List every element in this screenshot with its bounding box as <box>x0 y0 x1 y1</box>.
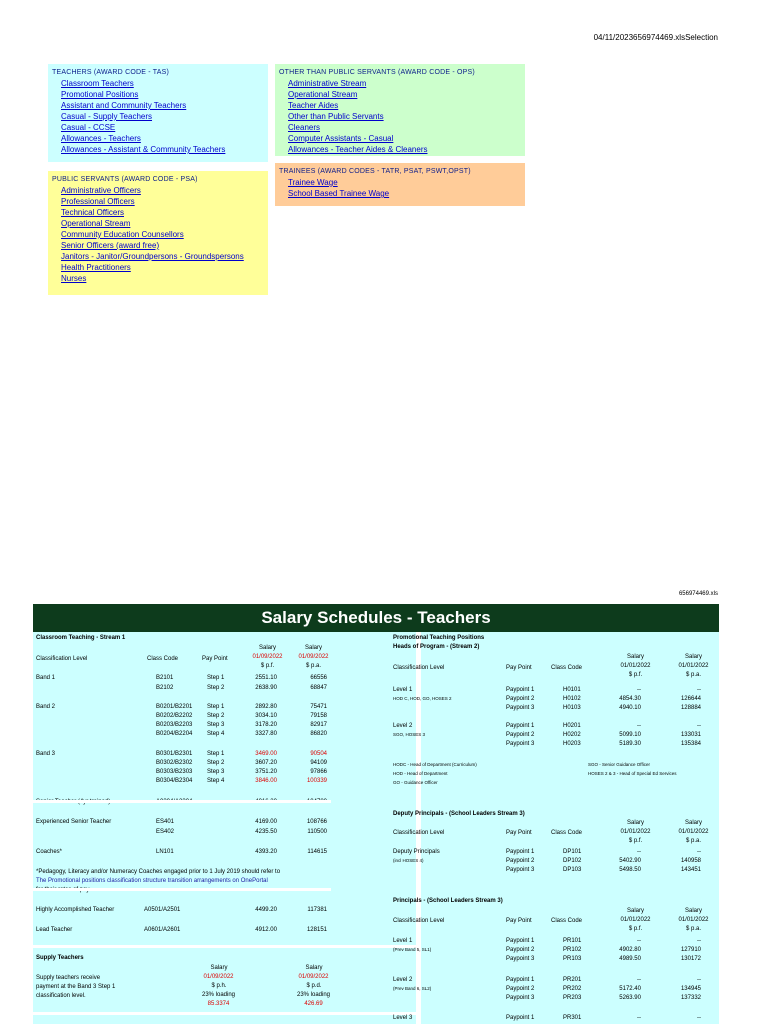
pr-level1-code: PR103 <box>563 956 582 962</box>
col-code: Class Code <box>551 665 583 671</box>
note-line-2: The Promotional positions classification structure transition arrangements on OnePortal <box>36 878 268 884</box>
pr-level3-code: PR301 <box>563 1015 582 1021</box>
row-class-code: B0301/B2301 <box>156 751 193 757</box>
col-date: 01/01/2022 <box>620 917 651 923</box>
hop-level1-pf: -- <box>637 687 641 693</box>
dp-pf: 5498.50 <box>619 867 641 873</box>
ops-title: OTHER THAN PUBLIC SERVANTS (AWARD CODE - OPS) <box>279 69 475 76</box>
teachers-link-5[interactable]: Allowances - Teachers <box>61 134 141 143</box>
row-salary-pf: 2551.10 <box>255 675 277 681</box>
hop-level1-paypoint: Paypoint 1 <box>506 687 535 693</box>
row-class-code: B0203/B2203 <box>156 722 193 728</box>
row-class-code: LN101 <box>156 849 174 855</box>
pr-level2-pf: 5263.90 <box>619 995 641 1001</box>
teachers-title: TEACHERS (AWARD CODE - TAS) <box>52 69 170 76</box>
col-date: 01/01/2022 <box>678 829 709 835</box>
ops-link-6[interactable]: Allowances - Teacher Aides & Cleaners <box>288 145 428 154</box>
hop-level2-pa: 135384 <box>680 741 701 747</box>
row-salary-pf: 4499.20 <box>255 907 277 913</box>
row-pay-point: Step 2 <box>207 713 225 719</box>
psa-link-1[interactable]: Professional Officers <box>61 197 135 206</box>
row-salary-pa: 86820 <box>310 731 327 737</box>
pr-level2-pf: -- <box>637 977 641 983</box>
ops-link-3[interactable]: Other than Public Servants <box>288 112 384 121</box>
teachers-link-6[interactable]: Allowances - Assistant & Community Teachers <box>61 145 226 154</box>
ops-link-1[interactable]: Operational Stream <box>288 90 358 99</box>
schedule-title: Salary Schedules - Teachers <box>33 604 719 632</box>
pr-level3-level: Level 3 <box>393 1015 413 1021</box>
pr-level3-pa: -- <box>697 1015 701 1021</box>
col-code: Class Code <box>147 656 179 662</box>
hop-level1-pa: -- <box>697 687 701 693</box>
col-date: 01/09/2022 <box>298 654 329 660</box>
teachers-link-4[interactable]: Casual - CCSE <box>61 123 116 132</box>
col-pay-point: Pay Point <box>506 918 532 924</box>
row-level: Experienced Senior Teacher <box>36 819 112 825</box>
col-salary: Salary <box>684 908 702 914</box>
row-pay-point: Step 2 <box>207 685 225 691</box>
pr-level1-paypoint: Paypoint 3 <box>506 956 535 962</box>
hop-level2-level: Level 2 <box>393 723 413 729</box>
row-pay-point: Step 1 <box>207 704 225 710</box>
row-class-code: B0303/B2303 <box>156 769 193 775</box>
teachers-link-3[interactable]: Casual - Supply Teachers <box>61 112 153 121</box>
row-salary-pa: 90504 <box>310 751 327 757</box>
hop-level1-code: H0101 <box>563 687 581 693</box>
row-salary-pf: 3846.00 <box>255 778 277 784</box>
row-class-code: B0204/B2204 <box>156 731 193 737</box>
pr-level2-pa: 137332 <box>680 995 701 1001</box>
pr-level2-paypoint: Paypoint 3 <box>506 995 535 1001</box>
dp-pf: -- <box>637 849 641 855</box>
hop-level2-code: H0202 <box>563 732 581 738</box>
supply-salary: Salary <box>305 965 323 971</box>
row-salary-pf: 4235.50 <box>255 829 277 835</box>
row-salary-pf: 2638.90 <box>255 685 277 691</box>
row-salary-pa: 128151 <box>306 927 327 933</box>
section-principals: Principals - (School Leaders Stream 3) <box>393 898 503 904</box>
hop-level2-sub: SGO, HOSES 3 <box>393 732 426 737</box>
row-level: Band 2 <box>36 704 56 710</box>
row-class-code: B0304/B2304 <box>156 778 193 784</box>
col-pay-point: Pay Point <box>506 665 532 671</box>
supply-loading: 23% loading <box>201 992 236 998</box>
col-spf: $ p.f. <box>628 838 643 844</box>
psa-link-3[interactable]: Operational Stream <box>61 219 131 228</box>
row-class-code: B2101 <box>156 675 174 681</box>
supply-desc: Supply teachers receive <box>36 975 101 981</box>
row-pay-point: Step 1 <box>207 751 225 757</box>
pr-level2-pf: 5172.40 <box>619 986 641 992</box>
supply-rate-ph: 85.3374 <box>207 1001 230 1007</box>
pr-level1-code: PR101 <box>563 938 582 944</box>
legend-item: SGO - Senior Guidance Officer <box>588 762 650 767</box>
pr-level1-paypoint: Paypoint 2 <box>506 947 535 953</box>
hop-level1-pa: 126644 <box>680 696 701 702</box>
pr-level2-sub: (Prev Band 6, SL2) <box>393 986 432 991</box>
supply-desc: classification level. <box>36 993 86 999</box>
pr-level1-paypoint: Paypoint 1 <box>506 938 535 944</box>
supply-title: Supply Teachers <box>36 955 84 961</box>
col-salary: Salary <box>304 645 322 651</box>
psa-link-8[interactable]: Nurses <box>61 274 87 283</box>
col-date: 01/01/2022 <box>620 829 651 835</box>
ops-link-4[interactable]: Cleaners <box>288 123 321 132</box>
row-class-code: ES402 <box>156 829 175 835</box>
hop-level2-paypoint: Paypoint 1 <box>506 723 535 729</box>
col-level: Classification Level <box>393 665 445 671</box>
pr-level2-code: PR203 <box>563 995 582 1001</box>
col-salary: Salary <box>684 654 702 660</box>
supply-date: 01/09/2022 <box>298 974 329 980</box>
teachers-award-box <box>48 64 268 162</box>
dp-pf: 5402.90 <box>619 858 641 864</box>
hop-level1-code: H0102 <box>563 696 581 702</box>
row-salary-pa: 100339 <box>306 778 327 784</box>
dp-code: DP101 <box>563 849 582 855</box>
dp-paypoint: Paypoint 3 <box>506 867 535 873</box>
row-level: Highly Accomplished Teacher <box>36 907 115 913</box>
pr-level2-level: Level 2 <box>393 977 413 983</box>
row-salary-pa: 75471 <box>310 704 327 710</box>
file-header: 04/11/2023656974469.xlsSelection <box>593 33 718 42</box>
hop-level2-pa: 133031 <box>680 732 701 738</box>
hop-level2-code: H0203 <box>563 741 581 747</box>
dp-pa: 140958 <box>680 858 701 864</box>
hop-level2-code: H0201 <box>563 723 581 729</box>
psa-title: PUBLIC SERVANTS (AWARD CODE - PSA) <box>52 176 198 183</box>
col-date: 01/09/2022 <box>252 654 283 660</box>
psa-link-7[interactable]: Health Practitioners <box>61 263 131 272</box>
psa-award-box <box>48 171 268 295</box>
teachers-link-1[interactable]: Promotional Positions <box>61 90 139 99</box>
pr-level2-code: PR201 <box>563 977 582 983</box>
hop-level2-pa: -- <box>697 723 701 729</box>
col-spf: $ p.f. <box>628 672 643 678</box>
row-salary-pf: 2892.80 <box>255 704 277 710</box>
row-salary-pf: 3751.20 <box>255 769 277 775</box>
psa-link-0[interactable]: Administrative Officers <box>61 186 141 195</box>
col-code: Class Code <box>551 918 583 924</box>
row-level: Band 1 <box>36 675 56 681</box>
row-class-code: A0501/A2501 <box>144 907 181 913</box>
row-pay-point: Step 3 <box>207 769 225 775</box>
row-salary-pa: 108766 <box>306 819 327 825</box>
col-pay-point: Pay Point <box>506 830 532 836</box>
row-class-code: B0201/B2201 <box>156 704 193 710</box>
row-salary-pf: 3469.00 <box>255 751 277 757</box>
hop-level2-pf: 5099.10 <box>619 732 641 738</box>
hop-level1-pf: 4940.10 <box>619 705 641 711</box>
dp-pa: -- <box>697 849 701 855</box>
ops-link-2[interactable]: Teacher Aides <box>288 101 339 110</box>
col-spa: $ p.a. <box>685 838 701 844</box>
col-spf: $ p.f. <box>260 663 275 669</box>
col-date: 01/01/2022 <box>678 663 709 669</box>
row-salary-pa: 97866 <box>310 769 327 775</box>
col-spa: $ p.a. <box>685 926 701 932</box>
trainees-link-0[interactable]: Trainee Wage <box>288 178 338 187</box>
ops-link-0[interactable]: Administrative Stream <box>288 79 367 88</box>
supply-unit: $ p.h. <box>211 983 227 989</box>
hop-level2-pf: 5189.30 <box>619 741 641 747</box>
row-salary-pa: 68847 <box>310 685 327 691</box>
supply-salary: Salary <box>210 965 228 971</box>
trainees-link-1[interactable]: School Based Trainee Wage <box>288 189 390 198</box>
psa-link-6[interactable]: Janitors - Janitor/Groundpersons - Groundspersons <box>61 252 244 261</box>
pr-level3-paypoint: Paypoint 1 <box>506 1015 535 1021</box>
legend-item: HOSES 2 & 3 - Head of Special Ed Services <box>588 771 677 776</box>
row-class-code: ES401 <box>156 819 175 825</box>
pr-level1-pa: 130172 <box>680 956 701 962</box>
dp-sub: (incl HOSES 4) <box>393 858 424 863</box>
pr-level2-pa: 134945 <box>680 986 701 992</box>
hop-level1-paypoint: Paypoint 3 <box>506 705 535 711</box>
col-level: Classification Level <box>393 830 445 836</box>
hop-level1-pf: 4854.30 <box>619 696 641 702</box>
ops-award-box <box>275 64 525 156</box>
supply-date: 01/09/2022 <box>203 974 234 980</box>
col-salary: Salary <box>684 820 702 826</box>
note-line-1: *Pedagogy, Literacy and/or Numeracy Coaches engaged prior to 1 July 2019 should refer to <box>36 869 281 875</box>
dp-pa: 143451 <box>680 867 701 873</box>
col-spf: $ p.f. <box>628 926 643 932</box>
row-class-code: B0302/B2302 <box>156 760 193 766</box>
teachers-link-0[interactable]: Classroom Teachers <box>61 79 134 88</box>
pr-level1-level: Level 1 <box>393 938 413 944</box>
pr-level1-code: PR102 <box>563 947 582 953</box>
col-level: Classification Level <box>393 918 445 924</box>
col-code: Class Code <box>551 830 583 836</box>
col-date: 01/01/2022 <box>678 917 709 923</box>
hop-level1-paypoint: Paypoint 2 <box>506 696 535 702</box>
pr-level2-code: PR202 <box>563 986 582 992</box>
col-spa: $ p.a. <box>305 663 321 669</box>
legend-item: HOD - Head of Department <box>393 771 448 776</box>
hop-level1-sub: HOD C, HOD, GO, HOSES 2 <box>393 696 452 701</box>
trainees-award-box <box>275 163 525 206</box>
row-pay-point: Step 1 <box>207 675 225 681</box>
row-salary-pf: 4393.20 <box>255 849 277 855</box>
row-level: Coaches* <box>36 849 63 855</box>
col-salary: Salary <box>626 820 644 826</box>
row-level: Band 3 <box>36 751 56 757</box>
section-classroom-teaching: Classroom Teaching - Stream 1 <box>36 635 126 641</box>
row-class-code: B0202/B2202 <box>156 713 193 719</box>
hop-level2-pf: -- <box>637 723 641 729</box>
col-salary: Salary <box>626 654 644 660</box>
pr-level1-pf: -- <box>637 938 641 944</box>
row-class-code: A0601/A2601 <box>144 927 181 933</box>
row-pay-point: Step 4 <box>207 731 225 737</box>
pr-level1-pf: 4989.50 <box>619 956 641 962</box>
section-promotional: Promotional Teaching Positions <box>393 635 485 641</box>
col-salary: Salary <box>258 645 276 651</box>
row-salary-pa: 66556 <box>310 675 327 681</box>
section-heads-of-program: Heads of Program - (Stream 2) <box>393 644 480 650</box>
hop-level1-code: H0103 <box>563 705 581 711</box>
hop-level2-paypoint: Paypoint 3 <box>506 741 535 747</box>
teachers-link-2[interactable]: Assistant and Community Teachers <box>61 101 187 110</box>
salary-schedule-sheet <box>33 604 719 1024</box>
supply-loading: 23% loading <box>296 992 331 998</box>
row-salary-pa: 82917 <box>310 722 327 728</box>
pr-level1-pa: 127910 <box>680 947 701 953</box>
row-salary-pa: 94109 <box>310 760 327 766</box>
legend-item: HODC - Head of Department (Curriculum) <box>393 762 477 767</box>
section-deputy-principals: Deputy Principals - (School Leaders Stream 3) <box>393 811 525 817</box>
col-spa: $ p.a. <box>685 672 701 678</box>
dp-code: DP102 <box>563 858 582 864</box>
row-salary-pf: 3178.20 <box>255 722 277 728</box>
hop-level2-paypoint: Paypoint 2 <box>506 732 535 738</box>
psa-link-2[interactable]: Technical Officers <box>61 208 124 217</box>
psa-link-4[interactable]: Community Education Counsellors <box>61 230 184 239</box>
supply-desc: payment at the Band 3 Step 1 <box>36 984 116 990</box>
row-pay-point: Step 4 <box>207 778 225 784</box>
hop-level1-pa: 128884 <box>680 705 701 711</box>
row-salary-pf: 4169.00 <box>255 819 277 825</box>
col-level: Classification Level <box>36 656 88 662</box>
pr-level1-sub: (Prev Band 5, SL1) <box>393 947 432 952</box>
col-pay-point: Pay Point <box>202 656 228 662</box>
supply-unit: $ p.d. <box>306 983 322 989</box>
dp-code: DP103 <box>563 867 582 873</box>
row-salary-pa: 79158 <box>310 713 327 719</box>
row-salary-pf: 3034.10 <box>255 713 277 719</box>
row-class-code: B2102 <box>156 685 174 691</box>
pr-level2-paypoint: Paypoint 2 <box>506 986 535 992</box>
pr-level1-pf: 4902.80 <box>619 947 641 953</box>
col-date: 01/01/2022 <box>620 663 651 669</box>
hop-level1-level: Level 1 <box>393 687 413 693</box>
row-salary-pa: 110500 <box>307 829 327 835</box>
col-salary: Salary <box>626 908 644 914</box>
pr-level2-paypoint: Paypoint 1 <box>506 977 535 983</box>
ops-link-5[interactable]: Computer Assistants - Casual <box>288 134 394 143</box>
row-salary-pf: 3327.80 <box>255 731 277 737</box>
file-header-2: 656974469.xls <box>678 591 718 597</box>
dp-paypoint: Paypoint 2 <box>506 858 535 864</box>
psa-link-5[interactable]: Senior Officers (award free) <box>61 241 160 250</box>
row-pay-point: Step 2 <box>207 760 225 766</box>
supply-rate-pd: 426.69 <box>304 1001 323 1007</box>
dp-paypoint: Paypoint 1 <box>506 849 535 855</box>
row-level: Lead Teacher <box>36 927 73 933</box>
row-salary-pf: 4912.00 <box>255 927 277 933</box>
pr-level3-pf: -- <box>637 1015 641 1021</box>
dp-level: Deputy Principals <box>393 849 440 855</box>
row-pay-point: Step 3 <box>207 722 225 728</box>
row-salary-pf: 3607.20 <box>255 760 277 766</box>
pr-level2-pa: -- <box>697 977 701 983</box>
pr-level1-pa: -- <box>697 938 701 944</box>
legend-item: GO - Guidance Officer <box>393 780 438 785</box>
row-salary-pa: 117381 <box>307 907 327 913</box>
row-salary-pa: 114615 <box>307 849 327 855</box>
trainees-title: TRAINEES (AWARD CODES - TATR, PSAT, PSWT,OPST) <box>279 168 471 175</box>
